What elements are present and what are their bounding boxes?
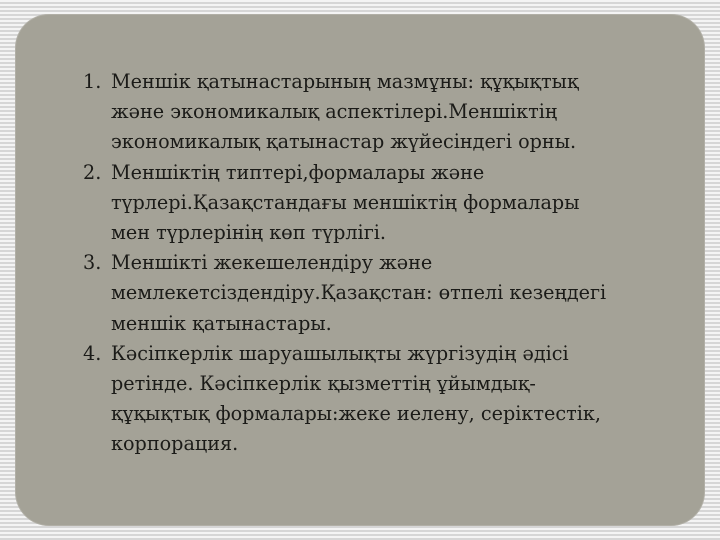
item-line: ретінде. Кәсіпкерлік қызметтің ұйымдық- — [111, 372, 536, 396]
item-line: Кәсіпкерлік шаруашылықты жүргізудің әдісі — [111, 341, 569, 365]
item-number: 3. — [83, 251, 102, 275]
item-line: Меншікті жекешелендіру және — [111, 251, 433, 275]
list-item — [83, 339, 693, 460]
slide-panel — [15, 14, 705, 526]
list-item — [83, 158, 693, 249]
item-line: Меншіктің типтері,формалары және — [111, 160, 485, 184]
list-item — [83, 248, 693, 339]
item-line: корпорация. — [111, 432, 239, 456]
item-line: экономикалық қатынастар жүйесіндегі орны. — [111, 130, 577, 154]
item-number: 4. — [83, 341, 102, 365]
item-line: және экономикалық аспектілері.Меншіктің — [111, 100, 558, 124]
item-line: түрлері.Қазақстандағы меншіктің формалары — [111, 190, 580, 214]
list-item — [83, 67, 693, 158]
item-line: мен түрлерінің көп түрлігі. — [111, 221, 386, 245]
item-line: құқықтық формалары:жеке иелену, серіктестік, — [111, 402, 601, 426]
item-line: Меншік қатынастарының мазмұны: құқықтық — [111, 70, 579, 93]
item-number: 2. — [83, 160, 102, 184]
item-line: мемлекетсіздендіру.Қазақстан: өтпелі кезеңдегі — [111, 281, 607, 305]
item-number: 1. — [83, 70, 102, 93]
content-list — [83, 67, 693, 460]
item-line: меншік қатынастары. — [111, 311, 332, 335]
